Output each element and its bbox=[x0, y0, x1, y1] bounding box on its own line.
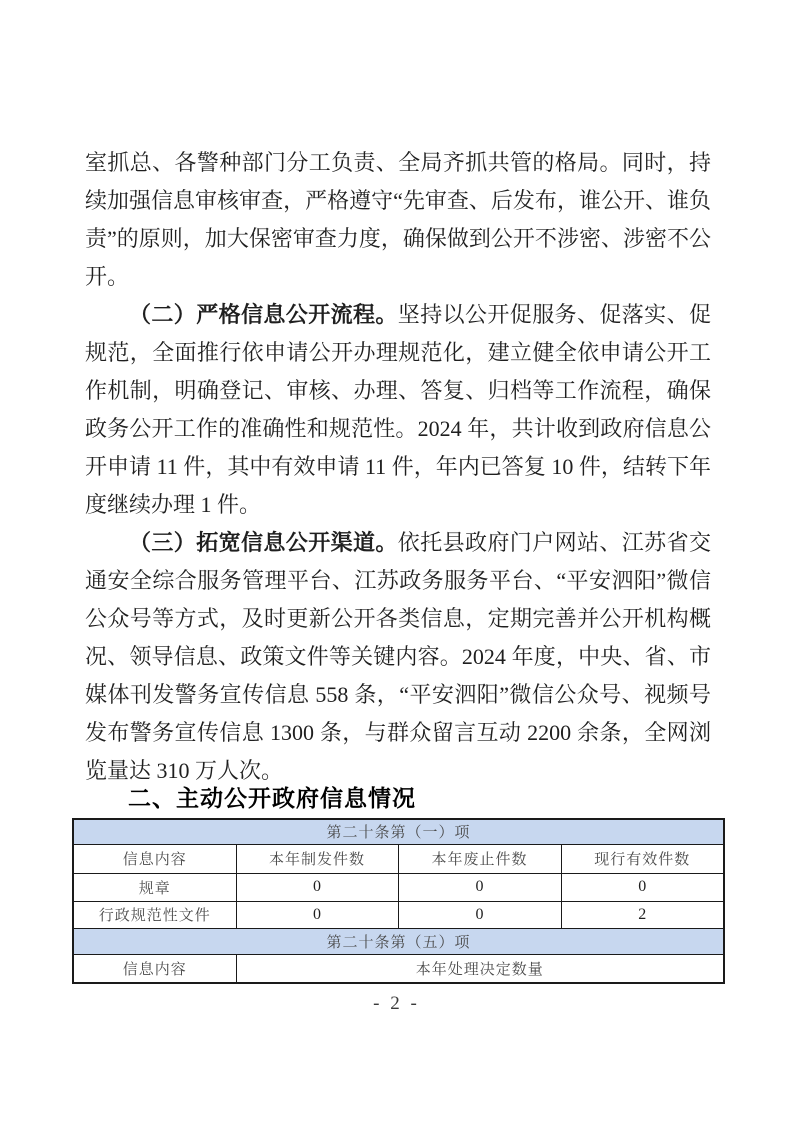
table-header-cell: 本年废止件数 bbox=[398, 844, 561, 873]
table-row bbox=[73, 954, 724, 983]
table-header-cell: 现行有效件数 bbox=[561, 844, 724, 873]
table-header-cell: 本年制发件数 bbox=[236, 844, 398, 873]
body-paragraph bbox=[85, 296, 711, 524]
table-cell: 0 bbox=[398, 873, 561, 901]
disclosure-table bbox=[72, 818, 725, 984]
table-cell: 0 bbox=[561, 873, 724, 901]
paragraph-text: 依托县政府门户网站、江苏省交通安全综合服务管理平台、江苏政务服务平台、“平安泗阳”微信公众号等方式，及时更新公开各类信息，定期完善并公开机构概况、领导信息、政策文件等关键内容。2024 年度，中央、省、市媒体刊发警务宣传信息 558 条，“平安泗阳”微信公众号、视频号发布警务宣传信息 1300 条，与群众留言互动 2200 余条，全网浏览量达 310 万人次。 bbox=[85, 530, 711, 783]
table-header-row bbox=[73, 844, 724, 873]
table-row-label: 行政规范性文件 bbox=[73, 901, 236, 928]
table-section-title: 第二十条第（五）项 bbox=[73, 928, 724, 954]
table-cell: 0 bbox=[398, 901, 561, 928]
table-section-row bbox=[73, 819, 724, 844]
table-cell: 0 bbox=[236, 901, 398, 928]
table-cell: 2 bbox=[561, 901, 724, 928]
body-paragraph bbox=[85, 144, 711, 296]
table-row bbox=[73, 901, 724, 928]
table-row-label: 规章 bbox=[73, 873, 236, 901]
table-section-row bbox=[73, 928, 724, 954]
table-row-label: 信息内容 bbox=[73, 954, 236, 983]
paragraph-lead: （三）拓宽信息公开渠道。 bbox=[129, 530, 398, 555]
paragraph-lead: （二）严格信息公开流程。 bbox=[129, 302, 398, 327]
paragraph-text: 室抓总、各警种部门分工负责、全局齐抓共管的格局。同时，持续加强信息审核审查，严格遵守“先审查、后发布，谁公开、谁负责”的原则，加大保密审查力度，确保做到公开不涉密、涉密不公开。 bbox=[85, 150, 711, 289]
page-number: - 2 - bbox=[373, 993, 420, 1014]
table-section-title: 第二十条第（一）项 bbox=[73, 819, 724, 844]
table-cell: 本年处理决定数量 bbox=[236, 954, 724, 983]
paragraph-text: 坚持以公开促服务、促落实、促规范，全面推行依申请公开办理规范化，建立健全依申请公开工作机制，明确登记、审核、办理、答复、归档等工作流程，确保政务公开工作的准确性和规范性。2024 年，共计收到政府信息公开申请 11 件，其中有效申请 11 件，年内已答复 10 件，结转下年度继续办理 1 件。 bbox=[85, 302, 711, 517]
body-paragraph bbox=[85, 524, 711, 790]
table-row bbox=[73, 873, 724, 901]
section-heading: 二、主动公开政府信息情况 bbox=[128, 785, 416, 811]
table-header-cell: 信息内容 bbox=[73, 844, 236, 873]
table-cell: 0 bbox=[236, 873, 398, 901]
body-text-block bbox=[85, 144, 711, 790]
